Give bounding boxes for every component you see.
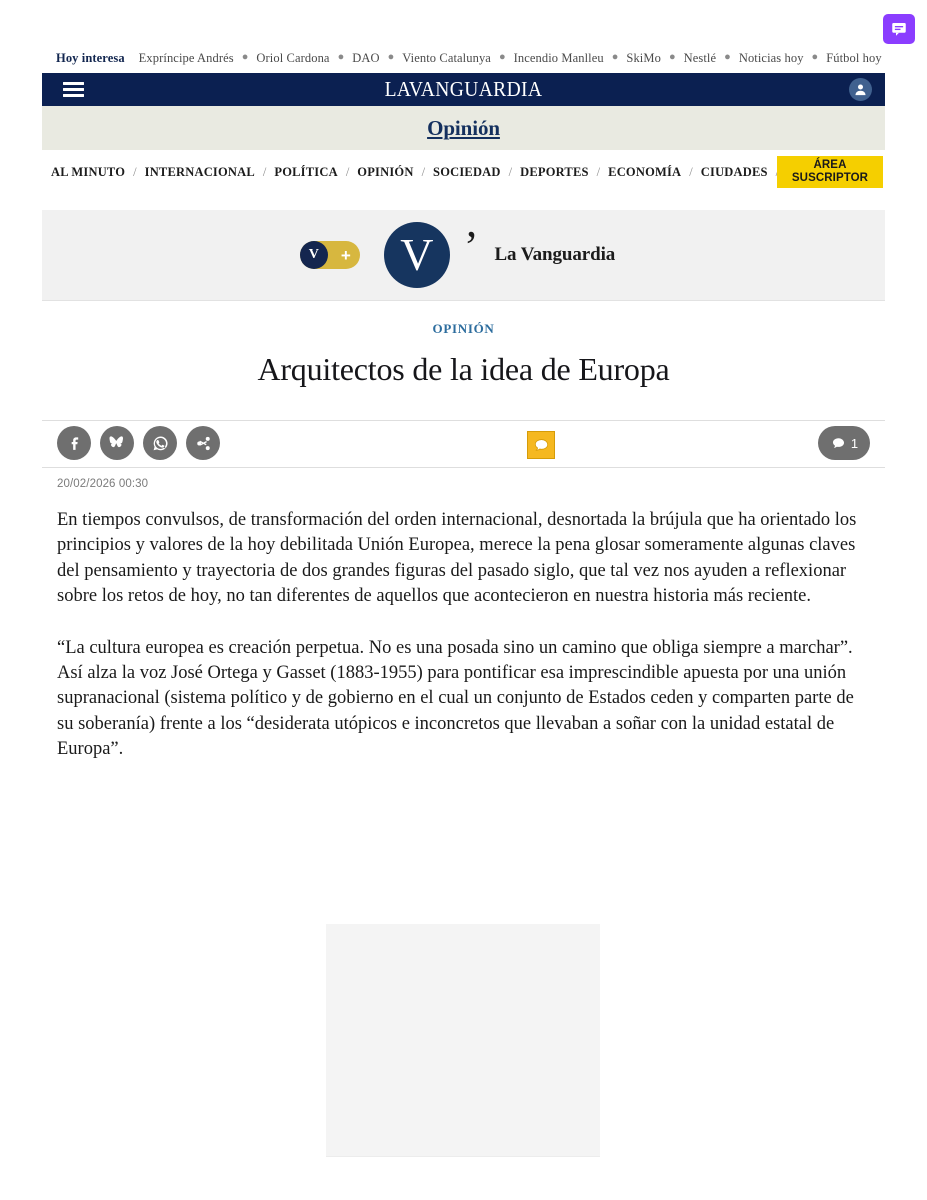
trending-item-5[interactable]: SkiMo — [626, 50, 661, 65]
comment-count-value: 1 — [850, 435, 859, 451]
user-account-icon — [853, 82, 868, 97]
trending-item-8[interactable]: Fútbol hoy — [826, 50, 882, 65]
sidebar-item-deportes[interactable]: DEPORTES — [520, 165, 589, 179]
article-header — [42, 300, 885, 389]
generic-share-button[interactable] — [186, 426, 220, 460]
article-paragraph: “La cultura europea es creación perpetua. No es una posada sino un camino que obliga siempre a marchar”. Así alza la voz José Ortega y Gasset (1883-1955) para pontificar esa imprescindible apuesta por una unión supranacional (sistema político y de gobierno en el cual un conjunto de Estados ceden y comparten parte de su soberanía) frente a los “desiderata utópicos e inconcretos que llevaban a soñar con la unidad estatal de Europa”. — [57, 637, 854, 760]
page-title: Arquitectos de la idea de Europa — [257, 351, 670, 387]
nav-separator: / — [262, 165, 267, 179]
plus-icon: + — [340, 245, 351, 265]
subscriber-area-button[interactable] — [777, 156, 883, 188]
whatsapp-share-icon — [151, 434, 170, 453]
trending-bar — [42, 47, 885, 69]
trending-item-2[interactable]: DAO — [352, 50, 380, 65]
section-nav — [42, 150, 885, 195]
bullet-separator-icon: ● — [724, 51, 731, 63]
whatsapp-share-button[interactable] — [143, 426, 177, 460]
bullet-separator-icon: ● — [498, 51, 506, 63]
trending-item-3[interactable]: Viento Catalunya — [402, 50, 491, 65]
share-bar — [42, 420, 885, 468]
bullet-separator-icon: ● — [668, 51, 676, 63]
nav-separator: / — [689, 165, 693, 179]
article-timestamp: 20/02/2026 00:30 — [57, 478, 149, 490]
article-body — [57, 508, 872, 789]
facebook-share-icon — [66, 435, 83, 452]
sidebar-item-economia[interactable]: ECONOMÍA — [608, 165, 682, 179]
comment-button[interactable] — [527, 431, 555, 459]
nav-separator: / — [508, 165, 513, 179]
sidebar-item-sociedad[interactable]: SOCIEDAD — [433, 165, 501, 179]
sidebar-item-internacional[interactable]: INTERNACIONAL — [144, 165, 255, 179]
comment-bubble-icon — [830, 435, 847, 452]
trending-item-6[interactable]: Nestlé — [683, 50, 717, 65]
chat-widget-button[interactable] — [883, 14, 915, 44]
vlv-promo-banner[interactable] — [42, 210, 885, 301]
masthead-bar — [42, 73, 885, 106]
trending-item-7[interactable]: Noticias hoy — [738, 50, 804, 65]
sidebar-item-ciudades[interactable]: CIUDADES — [700, 165, 768, 179]
v-plus-badge — [300, 241, 360, 269]
bullet-separator-icon: ● — [241, 51, 249, 63]
page-container — [42, 0, 885, 1200]
ad-placeholder — [326, 924, 600, 1157]
generic-share-icon — [195, 435, 212, 452]
section-band-title[interactable]: Opinión — [427, 115, 500, 140]
bluesky-share-icon — [108, 434, 126, 452]
bullet-separator-icon: ● — [337, 51, 345, 63]
nav-separator: / — [133, 165, 137, 179]
subscriber-area-line2: SUSCRIPTOR — [791, 172, 869, 184]
bullet-separator-icon: ● — [611, 51, 619, 63]
bullet-separator-icon: ● — [387, 51, 395, 63]
comment-bubble-icon — [532, 436, 551, 455]
trending-label: Hoy interesa — [56, 50, 125, 65]
facebook-share-button[interactable] — [57, 426, 91, 460]
comment-count-button[interactable] — [818, 426, 870, 460]
nav-separator: / — [596, 165, 601, 179]
promo-brand-name: La Vanguardia — [494, 244, 616, 265]
comma-glyph-icon: ’ — [463, 222, 479, 271]
article-kicker[interactable]: OPINIÓN — [432, 321, 495, 336]
share-buttons-group — [57, 426, 220, 460]
user-account-button[interactable] — [849, 78, 872, 101]
nav-separator: / — [345, 165, 350, 179]
nav-separator: / — [421, 165, 426, 179]
bullet-separator-icon: ● — [811, 51, 819, 63]
section-band — [42, 106, 885, 150]
vanguardia-v-logo: V — [384, 222, 450, 288]
article-paragraph: En tiempos convulsos, de transformación del orden internacional, desnortada la brújula que ha orientado los principios y valores de la hoy debilitada Unión Europea, merece la pena glosar someramente algunas claves del pensamiento y trayectoria de dos grandes figuras del pasado siglo, que tal vez nos ayuden a reflexionar sobre los retos de hoy, no tan diferentes de aquellos que acontecieron en nuestra historia más reciente. — [57, 510, 857, 607]
sidebar-item-opinion[interactable]: OPINIÓN — [357, 165, 414, 179]
trending-item-0[interactable]: Expríncipe Andrés — [138, 50, 234, 65]
sidebar-item-politica[interactable]: POLÍTICA — [274, 165, 338, 179]
v-plus-badge-letter: V — [300, 241, 328, 269]
site-logo[interactable]: LAVANGUARDIA — [384, 77, 543, 101]
subscriber-area-line1: ÁREA — [813, 159, 847, 171]
chat-bubble-icon — [890, 20, 908, 38]
sidebar-item-al-minuto[interactable]: AL MINUTO — [51, 165, 126, 179]
promo-banner-content — [300, 222, 615, 288]
bluesky-share-button[interactable] — [100, 426, 134, 460]
trending-item-1[interactable]: Oriol Cardona — [256, 50, 330, 65]
trending-item-4[interactable]: Incendio Manlleu — [513, 50, 604, 65]
